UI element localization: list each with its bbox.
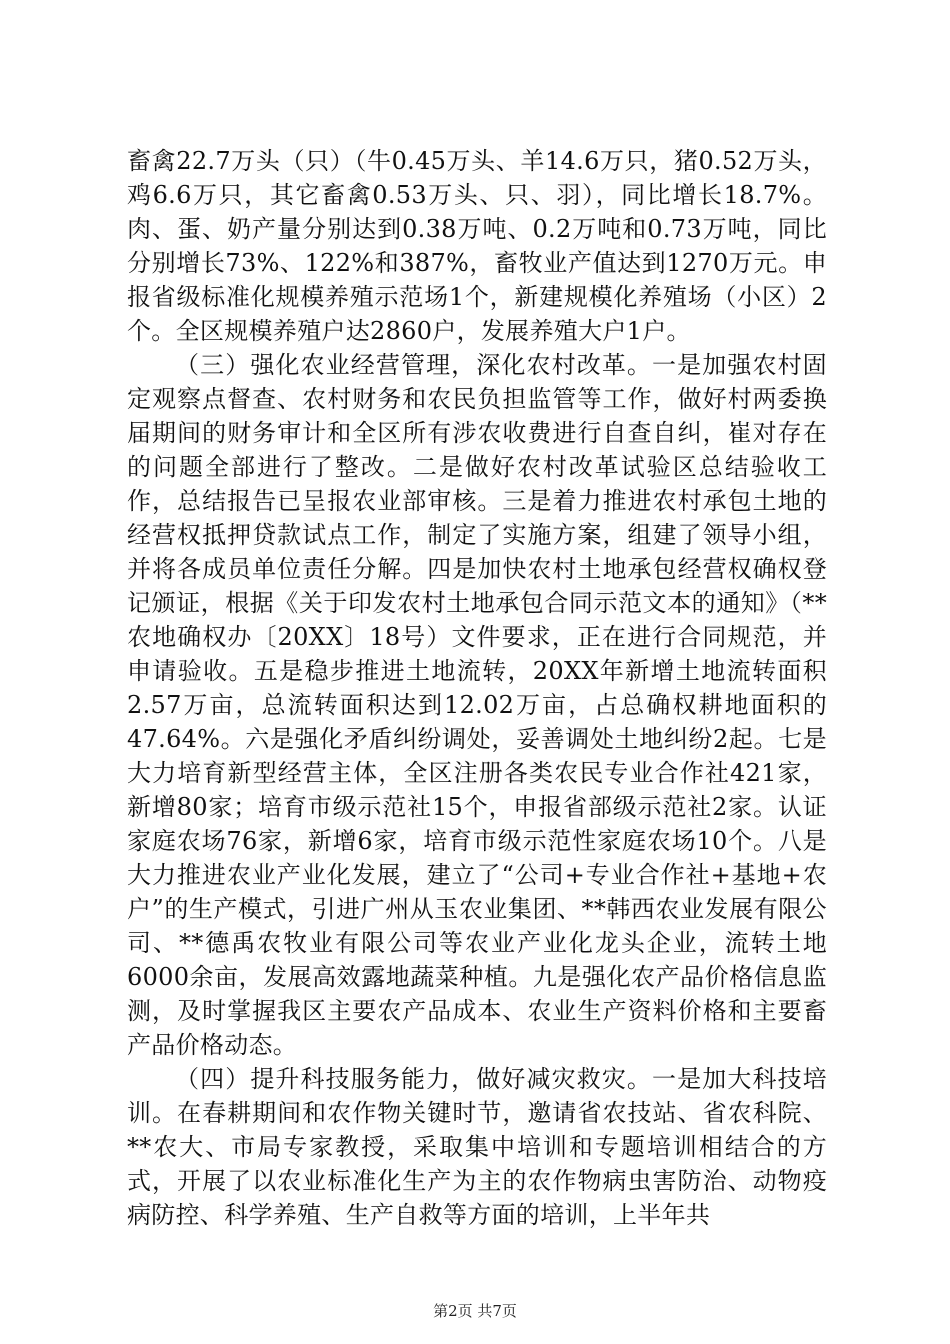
page-footer: 第2页 共7页 — [433, 1302, 517, 1320]
paragraph-tech-service: （四）提升科技服务能力，做好减灾救灾。一是加大科技培训。在春耕期间和农作物关键时节，邀请省农技站、省农科院、**农大、市局专家教授，采取集中培训和专题培训相结合的方式，开展了以农业标准化生产为主的农作物病虫害防治、动物疫病防控、科学养殖、生产自救等方面的培训，上半年共 — [127, 1065, 827, 1229]
paragraph-livestock: 畜禽22.7万头（只）（牛0.45万头、羊14.6万只，猪0.52万头，鸡6.6万只，其它畜禽0.53万头、只、羽），同比增长18.7%。肉、蛋、奶产量分别达到0.38万吨、0.2万吨和0.73万吨，同比分别增长73%、122%和387%，畜牧业产值达到1270万元。申报省级标准化规模养殖示范场1个，新建规模化养殖场（小区）2个。全区规模养殖户达2860户，发展养殖大户1户。 — [127, 147, 827, 345]
paragraph-rural-reform: （三）强化农业经营管理，深化农村改革。一是加强农村固定观察点督查、农村财务和农民负担监管等工作，做好村两委换届期间的财务审计和全区所有涉农收费进行自查自纠，崔对存在的问题全部进行了整改。二是做好农村改革试验区总结验收工作，总结报告已呈报农业部审核。三是着力推进农村承包土地的经营权抵押贷款试点工作，制定了实施方案，组建了领导小组，并将各成员单位责任分解。四是加快农村土地承包经营权确权登记颁证，根据《关于印发农村土地承包合同示范文本的通知》（**农地确权办〔20XX〕18号）文件要求，正在进行合同规范，并申请验收。五是稳步推进土地流转，20XX年新增土地流转面积2.57万亩，总流转面积达到12.02万亩，占总确权耕地面积的47.64%。六是强化矛盾纠纷调处，妥善调处土地纠纷2起。七是大力培育新型经营主体，全区注册各类农民专业合作社421家，新增80家；培育市级示范社15个，申报省部级示范社2家。认证家庭农场76家，新增6家，培育市级示范性家庭农场10个。八是大力推进农业产业化发展，建立了“公司+专业合作社+基地+农户”的生产模式，引进广州从玉农业集团、**韩西农业发展有限公司、**德禹农牧业有限公司等农业产业化龙头企业，流转土地6000余亩，发展高效露地蔬菜种植。九是强化农产品价格信息监测，及时掌握我区主要农产品成本、农业生产资料价格和主要畜产品价格动态。 — [127, 351, 827, 1059]
document-body — [127, 144, 827, 1232]
